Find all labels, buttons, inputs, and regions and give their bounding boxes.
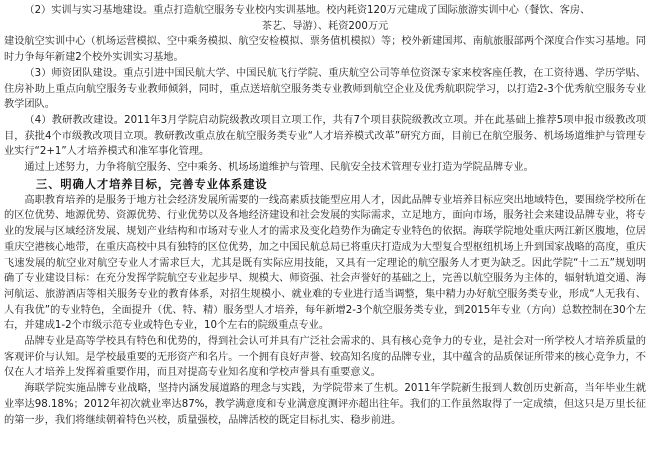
paragraph-brand-definition: 品牌专业是高等学校具有特色和优势的，得到社会认可并具有广泛社会需求的、具有核心竞争力的专业，是社会对一所学校人才培养质量的客观评价与认知。是学校最重要的无形资产和名片。一个拥有良好声誉、较高知名度的品牌专业，其中蕴含的品质保证所带来的核心竞争力，不仅在人才培养上发挥着重要作用，而且对提高专业知名度和学校声誉具有重要意义。 xyxy=(4,336,646,379)
paragraph-results: 海联学院实施品牌专业战略，坚持内涵发展道路的理念与实践，为学院带来了生机。2011年学院新生报到人数创历史新高，当年毕业生就业率达98.18%；2012年初次就业率达87%，教学满意度和专业满意度测评亦超出往年。我们的工作虽然取得了一定成绩，但这只是万里长征的第一步，我们将继续朝着特色兴校，质量强校，品牌活校的既定目标扎实、稳步前进。 xyxy=(4,383,646,426)
paragraph-faculty-building: （3）师资团队建设。重点引进中国民航大学、中国民航飞行学院、重庆航空公司等单位资深专家来校客座任教，在工资待遇、学历学贴、住房补助上重点向航空服务专业教师倾斜，同时，重点送培航空服务类专业教师到航空企业及优秀航职院学习，以打造2-3个优秀航空服务专业教学团队。 xyxy=(4,67,646,111)
paragraph-training-bases-continued: 茶艺、导游）、耗资200万元 xyxy=(261,20,389,32)
paragraph-talent-goals: 高职教育培养的是服务于地方社会经济发展所需要的一线高素质技能型应用人才，因此品牌专业培养目标应突出地域特色，要围绕学校所在的区位优势、地源优势、资源优势、行业优势以及各地经济建设和社会发展的实际需求，立足地方，面向市场，服务社会来建设品牌专业，将专业的发展与区域经济发展、规划产业结构和市场对专业人才的需求及变化趋势作为确定专业特色的依据。海联学院地处重庆两江新区腹地，位居重庆空港核心地带，在重庆高校中具有独特的区位优势，加之中国民航总局已将重庆打造成为大型复合型枢纽机场上升到国家战略的高度，重庆飞速发展的航空业对航空专业人才需求巨大，尤其是既有实际应用技能，又具有一定理论的航空服务人才更为缺乏。因此学院“十二五”规划明确了专业建设目标：在充分发挥学院航空专业起步早、规模大、师资强、社会声誉好的基础之上，完善以航空服务为主体的，辐射轨道交通、海河航运、旅游酒店等相关服务专业的教育体系，对招生规模小、就业难的专业进行适当调整，集中精力办好航空服务类专业，形成“人无我有、人有我优”的专业特色，全面提升（优、特、精）服务型人才培养，每年新增2-3个航空服务类专业，到2015年专业（方向）总数控制在30个左右，并建成1-2个市级示范专业或特色专业，10个左右的院级重点专业。 xyxy=(4,194,646,332)
paragraph-teaching-reform: （4）教研教改建设。2011年3月学院启动院级教改项目立项工作，共有7个项目获院级教改立项。并在此基础上推荐5项申报市级教改项目，获批4个市级教改项目立项。教研教改重点放在航空服务类专业“人才培养模式改革”研究方面，目前已在航空服务、机场场道维护与管理专业实行“2+1”人才培养模式和准军事化管理。 xyxy=(4,114,646,158)
paragraph-summary: 通过上述努力，力争将航空服务、空中乘务、机场场道维护与管理、民航安全技术管理专业打造为学院品牌专业。 xyxy=(24,162,534,174)
paragraph-training-bases: （2）实训与实习基地建设。重点打造航空服务专业校内实训基地。校内耗资120万元建成了国际旅游实训中心（餐饮、客房、 xyxy=(24,5,591,16)
section-heading: 三、明确人才培养目标，完善专业体系建设 xyxy=(36,177,268,191)
paragraph-training-bases-rest: 建设航空实训中心（机场运营模拟、空中乘务模拟、航空安检模拟、票务值机模拟）等；校外新建国邦、南航旅服部两个深度合作实习基地。同时力争每年新建2个校外实训实习基地。 xyxy=(4,36,646,64)
